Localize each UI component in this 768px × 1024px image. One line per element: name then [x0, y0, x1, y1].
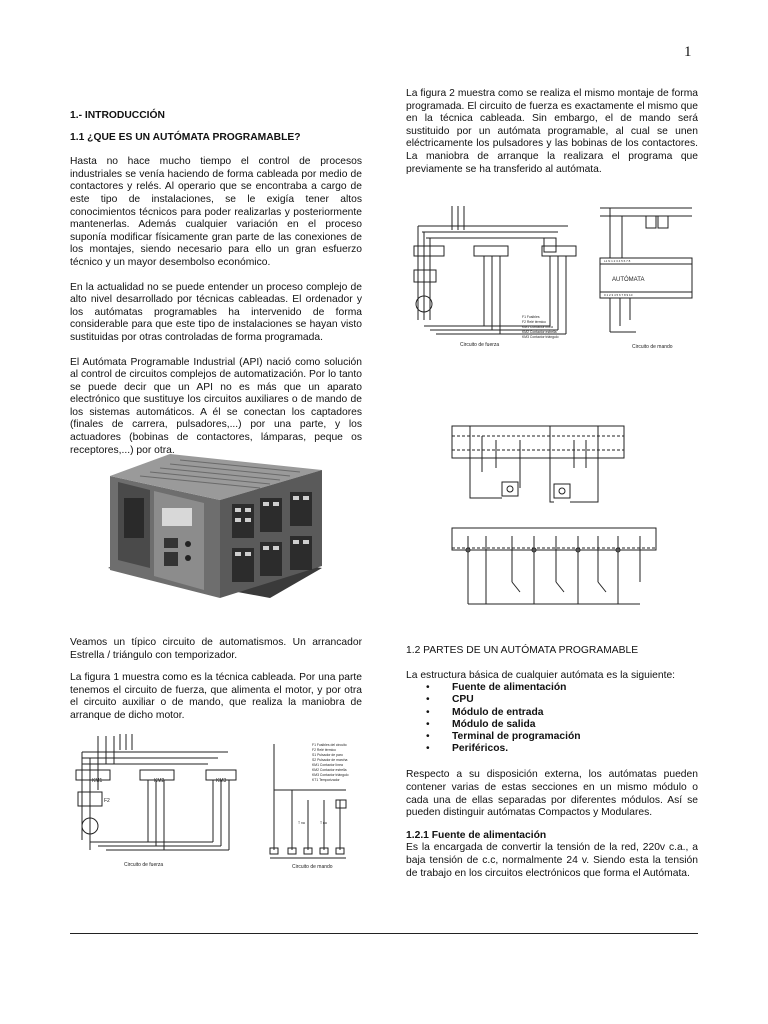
paragraph-estructura: La estructura básica de cualquier autómata es la siguiente: [406, 669, 676, 681]
svg-text:L1 N 1 2 3 4 5 6 7 8: L1 N 1 2 3 4 5 6 7 8 [604, 259, 631, 263]
figure-2a-caption: Circuito de fuerza [460, 342, 500, 348]
svg-text:KM2 Contactor estrella: KM2 Contactor estrella [522, 330, 557, 334]
svg-text:F2 Relé térmico: F2 Relé térmico [312, 748, 336, 752]
list-item: • Fuente de alimentación [406, 682, 698, 694]
svg-text:0 1 2 3 4 5 6 7 8 9 10: 0 1 2 3 4 5 6 7 8 9 10 [604, 293, 633, 297]
paragraph-intro-2: En la actualidad no se puede entender un proceso complejo de alto nivel desarrollado por técnicas cableadas. El ordenador y los autómatas programables ha intervenido de forma considerable para que este tipo de instalaciones se hayan visto sustituidas por otras controladas de forma programada. [70, 281, 362, 343]
sub-heading-que-es: 1.1 ¿QUE ES UN AUTÓMATA PROGRAMABLE? [70, 131, 301, 143]
svg-text:F1 Fusibles del circuito: F1 Fusibles del circuito [312, 743, 347, 747]
paragraph-arrancador: Veamos un típico circuito de automatismos. Un arrancador Estrella / triángulo con temporizador. [70, 637, 362, 661]
paragraph-intro-3: El Autómata Programable Industrial (API) nació como solución al control de circuitos complejos de automatización. Por lo tanto se puede decir que un API no es más que un aparato electrónico que sustituye los circuitos auxiliares o de mando de los sistemas automáticos. A él se conectan los captadores (finales de carrera, pulsadores,...) por una parte, y los actuadores (bobinas de contactores, lámparas, peque os receptores,...) por otra. [70, 356, 362, 456]
svg-text:KM1: KM1 [92, 778, 103, 784]
svg-text:KM1 Contactor línea: KM1 Contactor línea [312, 763, 343, 767]
list-item: • Periféricos. [406, 743, 698, 755]
figure-2-power-circuit [408, 200, 588, 355]
list-item: • Módulo de salida [406, 719, 698, 731]
subsection-heading-fuente: 1.2.1 Fuente de alimentación [406, 829, 547, 841]
figure-io-wiring-bottom [450, 526, 660, 615]
right-column-bottom [406, 645, 698, 880]
paragraph-fuente: Es la encargada de convertir la tensión de la red, 220v c.a., a baja tensión de c.c, normalmente 24 v. Siendo esta la tensión de trabajo en los circuitos electrónicos que forma el Autómata. [406, 842, 698, 879]
list-item: • CPU [406, 694, 698, 706]
section-heading-introduccion: 1.- INTRODUCCIÓN [70, 110, 165, 121]
figure-2b-caption: Circuito de mando [632, 344, 673, 350]
footer-rule [70, 933, 698, 934]
left-column-bottom [70, 637, 362, 723]
plc-photo [100, 448, 330, 613]
svg-text:F2 Relé térmico: F2 Relé térmico [522, 320, 546, 324]
svg-text:F2: F2 [104, 798, 110, 804]
paragraph-disposicion: Respecto a su disposición externa, los autómatas pueden contener varias de estas secciones en un mismo módulo o cada una de ellas separadas por diferentes módulos. Así se pueden distinguir autómatas Compactos y Modulares. [406, 769, 698, 819]
svg-text:KT1 Temporizador: KT1 Temporizador [312, 778, 340, 782]
paragraph-figura-1: La figura 1 muestra como es la técnica cableada. Por una parte tenemos el circuito de fuerza, que alimenta el motor, y por otra el circuito auxiliar o de mando, que realiza la maniobra de arranque de dicho motor. [70, 672, 362, 721]
list-item: • Terminal de programación [406, 731, 698, 743]
paragraph-figura-2: La figura 2 muestra como se realiza el mismo montaje de forma programada. El circuito de fuerza es exactamente el mismo que en la técnica cableada. Sin embargo, el de mando será sustituido por un autómata programable, al cual se unen eléctricamente los pulsadores y las bobinas de los contactores. La maniobra de arranque la realizara el programa que previamente se ha transferido al autómata. [406, 88, 698, 175]
svg-text:KM3 Contactor triángulo: KM3 Contactor triángulo [312, 773, 349, 777]
parts-list [406, 682, 698, 755]
svg-text:T na: T na [298, 821, 305, 825]
right-column-top [406, 88, 698, 176]
svg-text:T na: T na [320, 821, 327, 825]
svg-text:KM2 Contactor estrella: KM2 Contactor estrella [312, 768, 347, 772]
svg-text:KM3 Contactor triángulo: KM3 Contactor triángulo [522, 335, 559, 339]
figure-1b-caption: Circuito de mando [292, 864, 333, 870]
figure-2-control-circuit [596, 202, 696, 357]
svg-text:F1 Fusibles: F1 Fusibles [522, 315, 540, 319]
figure-1-power-circuit [68, 730, 248, 875]
paragraph-intro-1: Hasta no hace mucho tiempo el control de procesos industriales se venía haciendo de forma cableada por medio de contactores y relés. Al operario que se encontraba a cargo de este tipo de instalaciones, se le exigía tener altos conocimientos técnicos para poder realizarlas y posteriormente mantenerlas. Además cualquier variación en el proceso suponía modificar físicamente gran parte de las conexiones de los montajes, siendo necesario para ello un gran esfuerzo técnico y un mayor desembolso económico. [70, 156, 362, 268]
figure-1-control-circuit [266, 740, 376, 875]
svg-text:S1 Pulsador de paro: S1 Pulsador de paro [312, 753, 343, 757]
svg-text:S2 Pulsador de marcha: S2 Pulsador de marcha [312, 758, 348, 762]
section-heading-partes: 1.2 PARTES DE UN AUTÓMATA PROGRAMABLE [406, 645, 639, 656]
svg-text:KM2: KM2 [154, 778, 165, 784]
left-column-top [70, 110, 362, 457]
figure-2b-plc-label: AUTÓMATA [612, 277, 645, 283]
figure-io-wiring-top [450, 422, 630, 517]
svg-text:KM3: KM3 [216, 778, 227, 784]
svg-text:KM1 Contactor línea: KM1 Contactor línea [522, 325, 553, 329]
list-item: • Módulo de entrada [406, 707, 698, 719]
figure-1a-caption: Circuito de fuerza [124, 862, 164, 868]
page-number: 1 [684, 44, 692, 60]
